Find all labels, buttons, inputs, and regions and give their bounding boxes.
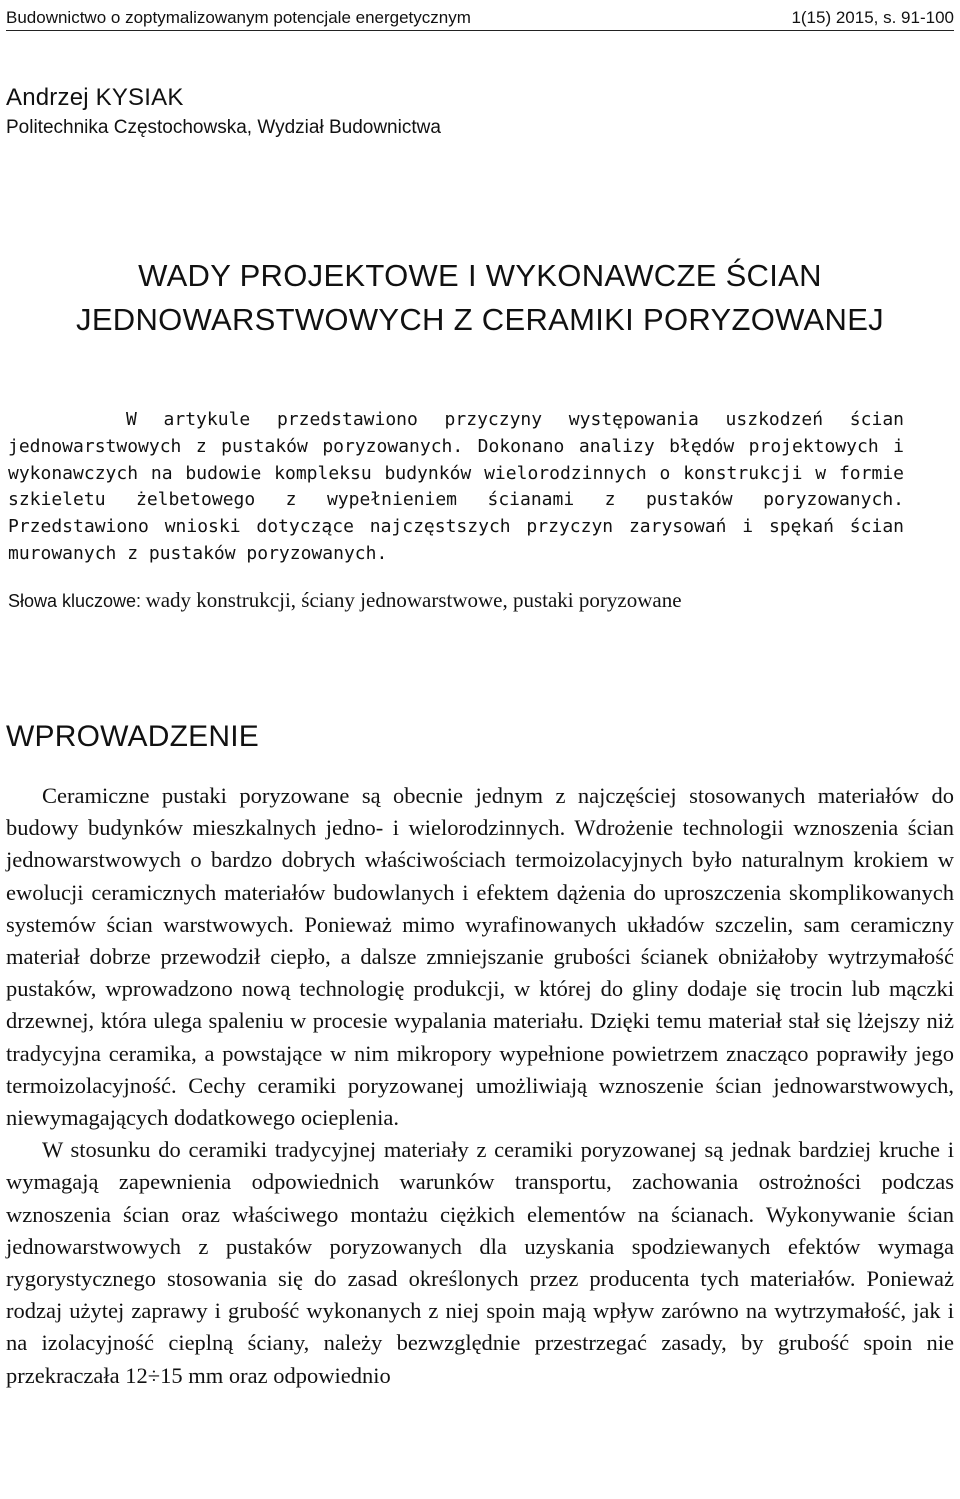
author-name: Andrzej KYSIAK bbox=[6, 84, 184, 111]
section-heading: WPROWADZENIE bbox=[6, 720, 259, 753]
abstract: W artykule przedstawiono przyczyny występowania uszkodzeń ścian jednowarstwowych z pustaków poryzowanych. Dokonano analizy błędów projektowych i wykonawczych na budowie kompleksu budynków wielorodzinnych o konstrukcji w formie szkieletu żelbetowego z wypełnieniem ścianami z pustaków poryzowanych. Przedstawiono wnioski dotyczące najczęstszych przyczyn zarysowań i spękań ścian murowanych z pustaków poryzowanych. bbox=[8, 409, 904, 564]
keywords-label: Słowa kluczowe: bbox=[8, 591, 142, 611]
author-affiliation: Politechnika Częstochowska, Wydział Budownictwa bbox=[6, 117, 441, 138]
paragraph-1: Ceramiczne pustaki poryzowane są obecnie jednym z najczęściej stosowanych materiałów do budowy budynków mieszkalnych jedno- i wielorodzinnych. Wdrożenie technologii wznoszenia ścian jednowarstwowych o bardzo dobrych właściwościach termoizolacyjnych było naturalnym krokiem w ewolucji ceramicznych materiałów budowlanych i efektem dążenia do uproszczenia skomplikowanych systemów ścian warstwowych. Ponieważ mimo wyrafinowanych układów szczelin, sam ceramiczny materiał dobrze przewodził ciepło, a dalsze zmniejszanie grubości ścianek obniżałoby wytrzymałość pustaków, wprowadzono nową technologię produkcji, w której do gliny dodaje się trocin lub mączki drzewnej, która ulega spaleniu w procesie wypalania materiału. Dzięki temu materiał stał się lżejszy niż tradycyjna ceramika, a powstające w nim mikropory wypełnione powietrzem znacząco poprawiły jego termoizolacyjność. Cechy ceramiki poryzowanej umożliwiają wznoszenie ścian jednowarstwowych, niewymagających dodatkowego ocieplenia. bbox=[6, 783, 954, 1131]
paragraph-2: W stosunku do ceramiki tradycyjnej materiały z ceramiki poryzowanej są jednak bardziej kruche i wymagają zapewnienia odpowiednich warunków transportu, zachowania ostrożności podczas wznoszenia ścian oraz właściwego montażu ciężkich elementów na ścianach. Wykonywanie ścian jednowarstwowych z pustaków poryzowanych dla uzyskania spodziewanych efektów wymaga rygorystycznego stosowania się do zasad określonych przez producenta tych materiałów. Ponieważ rodzaj użytej zaprawy i grubość wykonanych z niej spoin mają wpływ zarówno na wytrzymałość, jak i na izolacyjność cieplną ściany, należy bezwzględnie przestrzegać zasady, by grubość spoin nie przekraczała 12÷15 mm oraz odpowiednio bbox=[6, 1137, 954, 1388]
keywords-text: wady konstrukcji, ściany jednowarstwowe, pustaki poryzowane bbox=[145, 588, 682, 612]
title-line-2: JEDNOWARSTWOWYCH Z CERAMIKI PORYZOWANEJ bbox=[76, 302, 884, 337]
keywords bbox=[8, 588, 948, 613]
journal-name: Budownictwo o zoptymalizowanym potencjale energetycznym bbox=[6, 8, 471, 27]
title-line-1: WADY PROJEKTOWE I WYKONAWCZE ŚCIAN bbox=[138, 258, 822, 293]
issue-info: 1(15) 2015, s. 91-100 bbox=[791, 8, 954, 27]
paper-title bbox=[0, 254, 960, 342]
section-body bbox=[6, 780, 954, 1392]
running-header bbox=[6, 2, 954, 31]
